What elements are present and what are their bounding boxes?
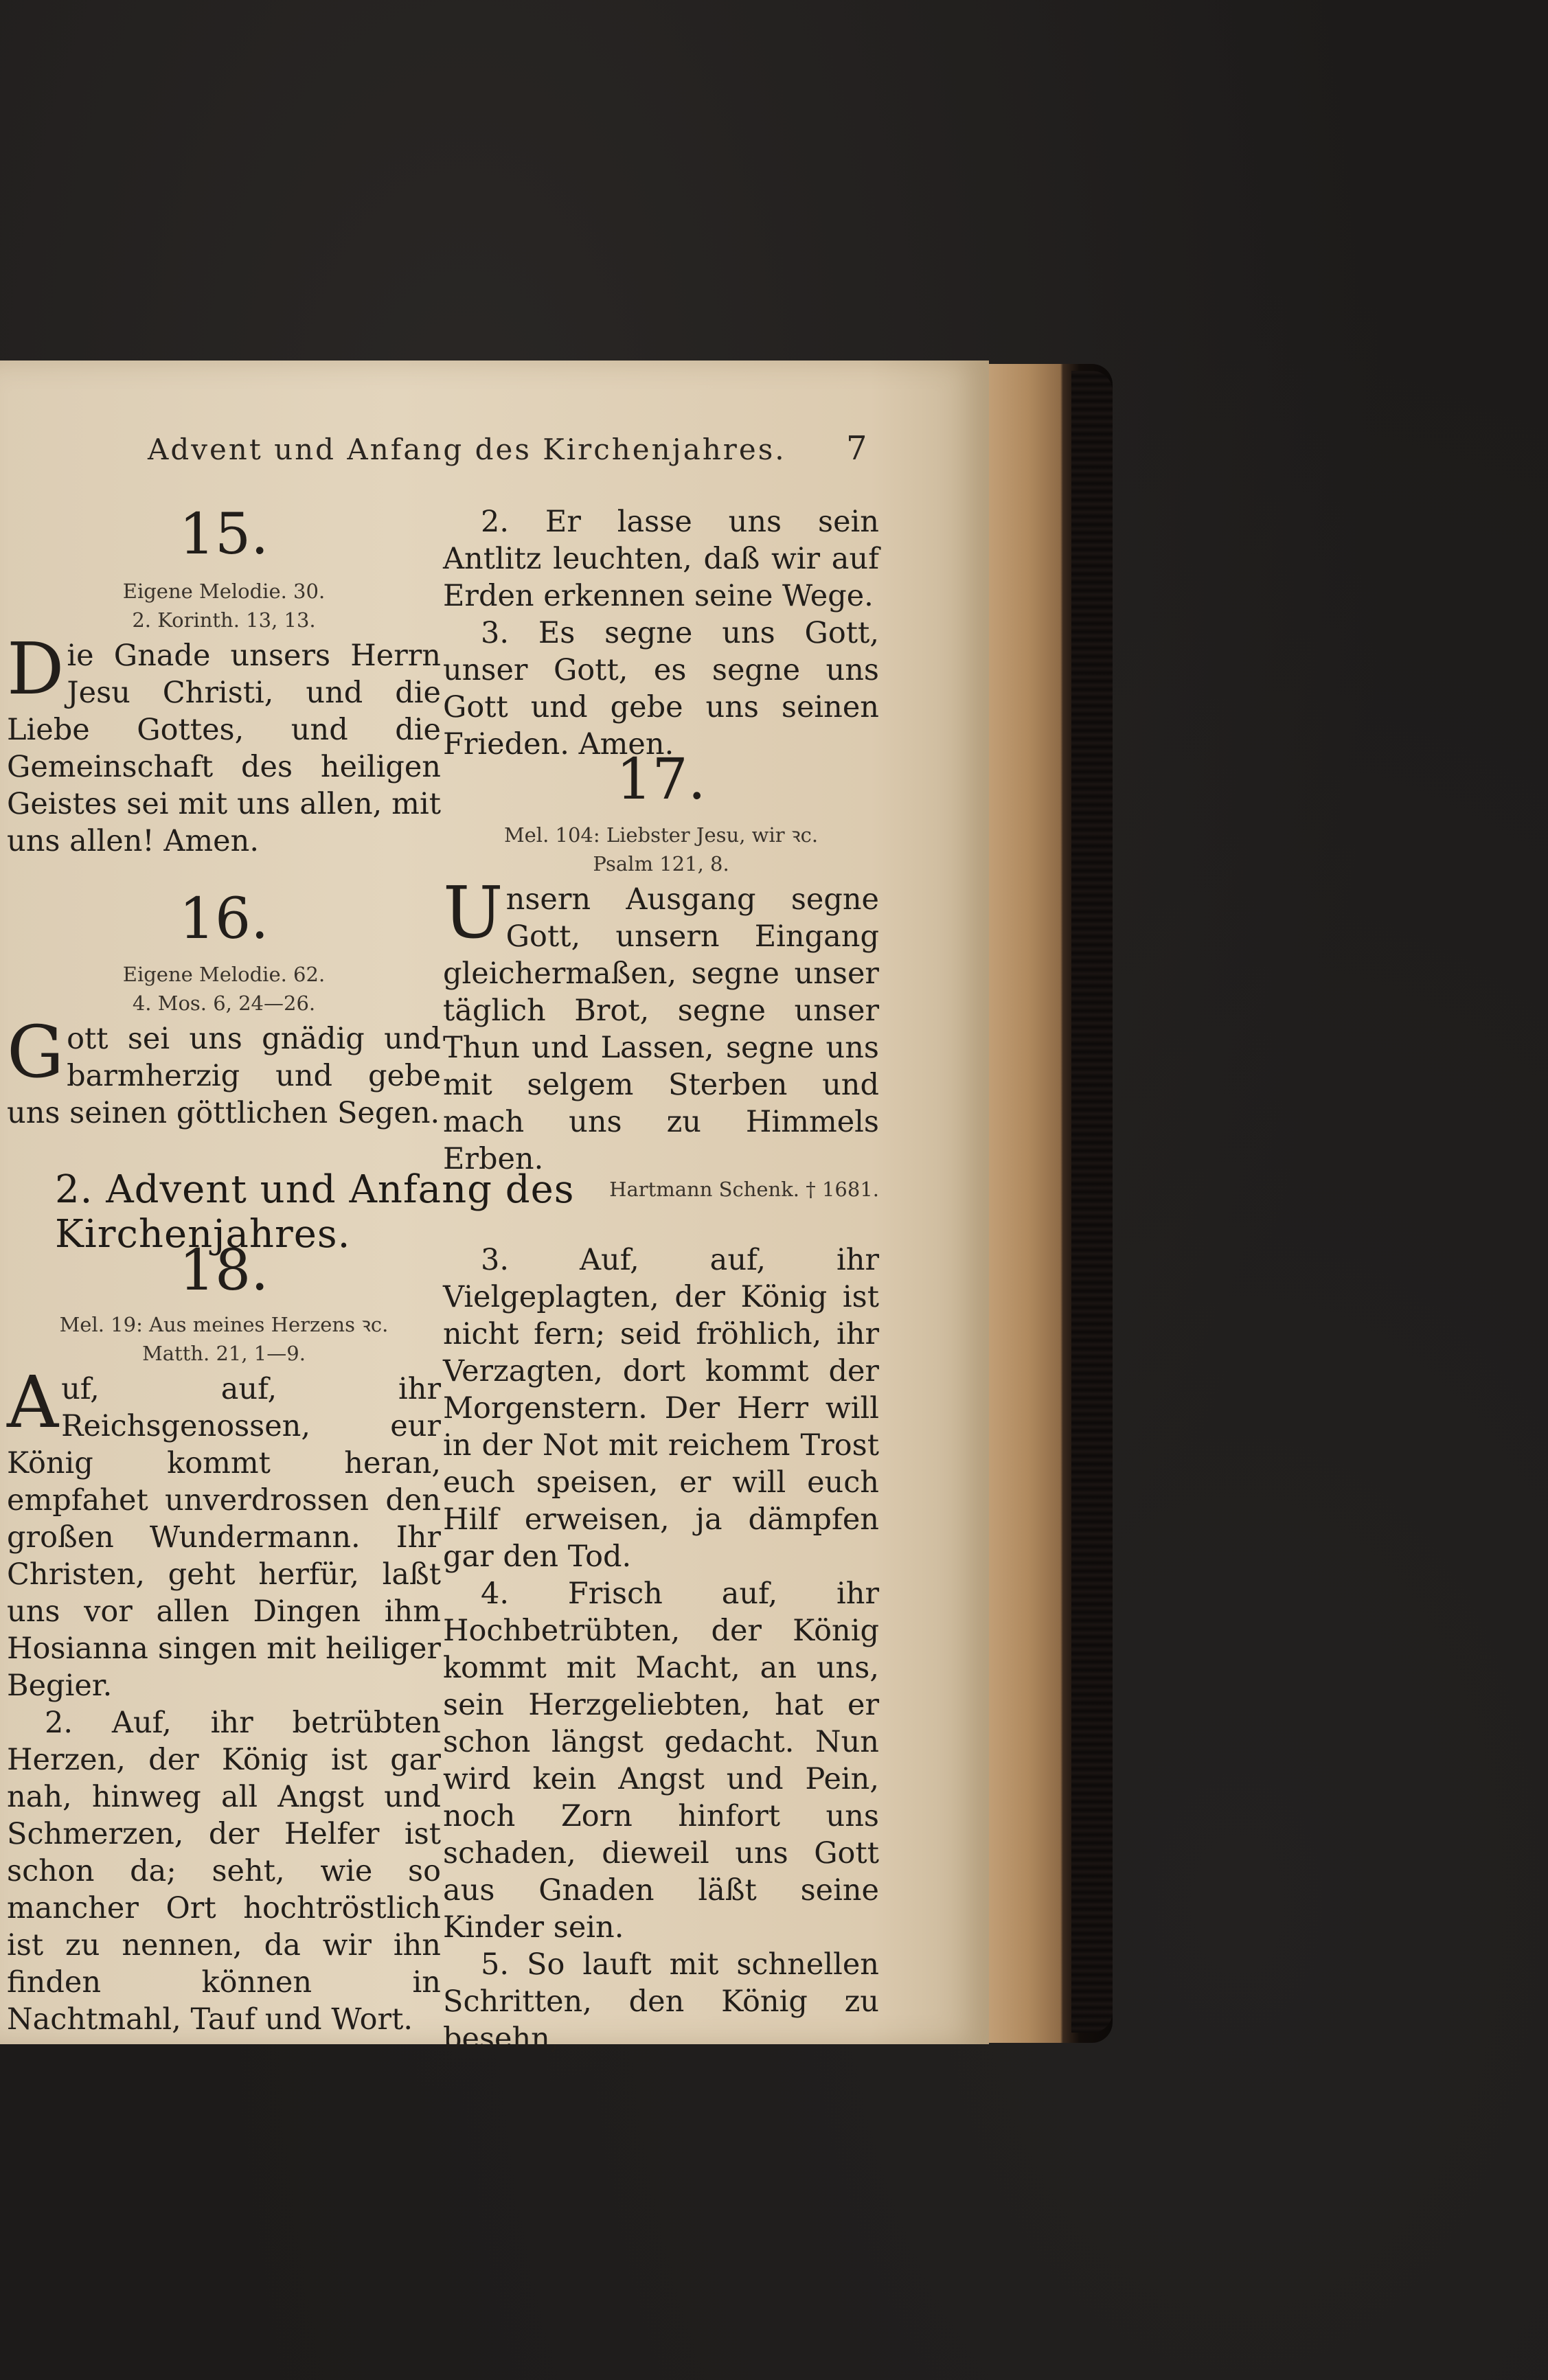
verse-1: Auf, auf, ihr Reichsgenossen, eur König kommt heran, empfahet unverdrossen den großen Wundermann. Ihr Christen, geht herfür, laßt uns vor allen Dingen ihm Hosianna singen mit heiliger Begier. [7,1360,441,1704]
hymn-reference: Matth. 21, 1—9. [142,1342,306,1366]
hymn-text: Gott sei uns gnädig und barmherzig und gebe uns seinen göttlichen Segen. [7,1010,441,1131]
verse-2: 2. Auf, ihr betrübten Herzen, der König ist gar nah, hinweg all Angst und Schmerzen, der Helfer ist schon da; seht, wie so mancher Ort hochtröstlich ist zu nennen, da wir ihn finden können in Nachtmahl, Tauf und Wort. [7,1706,441,2037]
hymn-number: 18. [179,1238,269,1303]
verse-2: 2. Er lasse uns sein Antlitz leuchten, daß wir auf Erden erkennen seine Wege. [443,505,879,613]
verse-5: 5. So lauft mit schnellen Schritten, den König zu besehn, [443,1947,879,2056]
hymn-reference: 2. Korinth. 13, 13. [132,608,316,632]
verse-3: 3. Es segne uns Gott, unser Gott, es segne uns Gott und gebe uns seinen Frieden. Amen. [443,616,879,762]
dropcap: G [7,1010,65,1095]
hymn-number: 15. [179,502,269,567]
hymn-melody: Mel. 19: Aus meines Herzens ꝛc. [59,1313,389,1336]
dropcap: A [7,1360,59,1445]
hymn-18 [7,1238,441,2038]
hymn-melody: Eigene Melodie. 62. [122,963,326,986]
hymn-16 [7,886,441,1132]
hymn-melody: Mel. 104: Liebster Jesu, wir ꝛc. [503,823,819,847]
section-heading: 2. Advent und Anfang des Kirchenjahres. [55,1167,575,1257]
hymn-text: Unsern Ausgang segne Gott, unsern Eingang gleichermaßen, segne unser täglich Brot, segne unser Thun und Lassen, segne uns mit selgem Sterben und mach uns zu Himmels Erben. [443,871,879,1177]
running-head: Advent und Anfang des Kirchenjahres. [148,433,786,466]
verse-3: 3. Auf, auf, ihr Vielgeplagten, der König ist nicht fern; seid fröhlich, ihr Verzagten, dort kommt der Morgenstern. Der Herr will in der Not mit reichem Trost euch speisen, er will euch Hilf erweisen, ja dämpfen gar den Tod. [443,1243,879,1574]
hymn-17 [443,747,879,1202]
hymn-author: Hartmann Schenk. † 1681. [609,1178,879,1202]
hymn-number: 16. [179,886,269,952]
hymn-text: Die Gnade unsers Herrn Jesu Christi, und die Liebe Gottes, und die Gemeinschaft des heiligen Geistes sei mit uns allen, mit uns allen! Amen. [7,627,441,859]
dropcap: U [443,871,503,955]
hymn-16-continued [443,503,879,763]
book-cover-edge [1071,371,1113,2033]
hymn-15 [7,502,441,860]
hymn-reference: 4. Mos. 6, 24—26. [132,992,316,1016]
page-number: 7 [846,429,867,468]
hymn-melody: Eigene Melodie. 30. [122,580,326,603]
dropcap: D [7,627,65,711]
hymn-number: 17. [616,747,706,812]
hymn-18-continued [443,1242,879,2057]
verse-4: 4. Frisch auf, ihr Hochbetrübten, der König kommt mit Macht, an uns, sein Herzgeliebten, hat er schon längst gedacht. Nun wird kein Angst und Pein, noch Zorn hinfort uns schaden, dieweil uns Gott aus Gnaden läßt seine Kinder sein. [443,1577,879,1945]
hymn-reference: Psalm 121, 8. [593,852,729,876]
